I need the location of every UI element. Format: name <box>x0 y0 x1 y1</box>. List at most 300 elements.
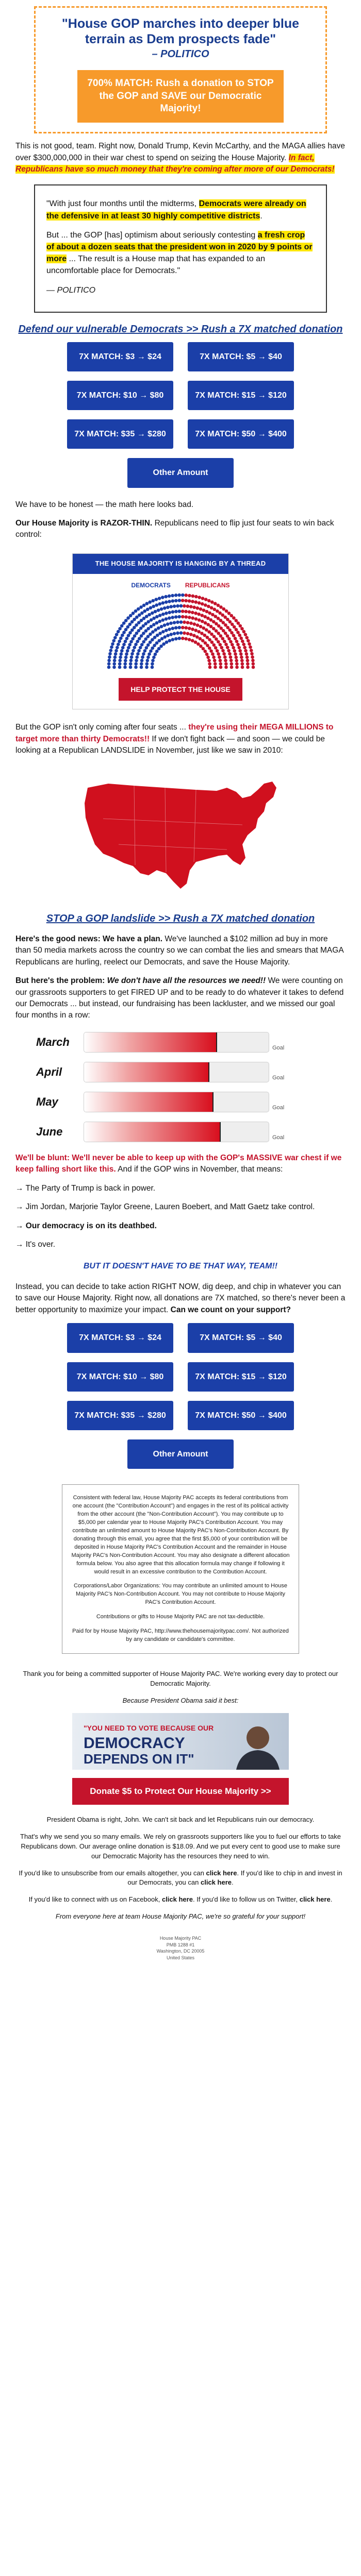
rep-seat <box>242 643 245 647</box>
dem-seat <box>169 622 173 625</box>
header-quote: "House GOP marches into deeper blue terrain as Dem prospects fade" <box>61 16 300 46</box>
rep-seat <box>244 649 248 653</box>
dem-seat <box>123 666 127 669</box>
dem-seat <box>124 640 127 643</box>
donate-10-button[interactable]: 7X MATCH: $10 → $80 <box>67 1362 173 1392</box>
donate-headline-link-1[interactable]: Defend our vulnerable Democrats >> Rush a 7X matched donation <box>18 323 343 335</box>
dem-seat <box>143 649 147 653</box>
dem-seat <box>142 632 145 635</box>
dem-seat <box>124 628 128 632</box>
footer-line: Washington, DC 20005 <box>156 1948 205 1954</box>
rep-seat <box>227 612 231 615</box>
rep-seat <box>212 643 216 647</box>
rep-seat <box>207 605 210 608</box>
problem-italic: We don't have all the resources we need!! <box>107 976 266 986</box>
rep-seat <box>208 612 211 615</box>
rep-seat <box>205 629 208 632</box>
quote-source: — POLITICO <box>46 285 96 295</box>
dem-seat <box>161 618 165 622</box>
house-seat-chart <box>83 592 279 669</box>
dem-seat <box>125 637 129 640</box>
rep-seat <box>234 637 237 640</box>
problem-paragraph <box>15 975 346 1022</box>
header-source: – POLITICO <box>152 48 209 60</box>
rep-seat <box>195 635 199 639</box>
dem-seat <box>122 621 126 625</box>
rep-seat <box>201 620 204 623</box>
dem-seat <box>140 643 144 647</box>
decide-bold: Can we count on your support? <box>170 1305 291 1314</box>
dem-seat <box>129 659 133 663</box>
rep-seat <box>206 623 210 626</box>
house-graphic-title: THE HOUSE MAJORITY IS HANGING BY A THREAD <box>73 554 288 574</box>
rep-seat <box>239 624 242 628</box>
dem-seat <box>158 639 161 642</box>
dem-seat <box>134 662 138 666</box>
month-row-april <box>36 1062 346 1082</box>
dem-seat <box>107 666 111 669</box>
dem-seat <box>147 652 151 656</box>
dem-seat <box>148 601 152 604</box>
rep-seat <box>243 646 247 650</box>
dem-seat <box>119 656 122 659</box>
rep-seat <box>229 659 233 663</box>
header-box <box>34 6 327 133</box>
quote-text: But ... the GOP [has] optimism about seriously contesting <box>46 230 256 240</box>
dem-seat <box>124 656 128 659</box>
rep-seat <box>230 666 234 669</box>
dem-seat <box>179 631 183 635</box>
rep-seat <box>220 646 224 650</box>
rep-seat <box>181 615 185 619</box>
rep-seat <box>194 595 198 599</box>
obama-quote-graphic <box>72 1713 289 1770</box>
social-text: . <box>330 1895 333 1904</box>
rep-seat <box>218 655 221 659</box>
us-map-shape <box>85 782 276 889</box>
dem-seat <box>121 646 125 650</box>
bullet-4: → It's over. <box>15 1240 56 1249</box>
dem-seat <box>157 608 160 612</box>
rep-seat <box>214 602 217 605</box>
rep-seat <box>191 617 194 620</box>
dem-seat <box>151 599 155 603</box>
rep-seat <box>215 637 218 641</box>
dem-seat <box>117 643 120 647</box>
dem-seat <box>124 659 127 663</box>
rep-seat <box>192 634 196 637</box>
donate-5-protect-button[interactable]: Donate $5 to Protect Our House Majority >> <box>72 1778 289 1805</box>
legal-disclaimer <box>62 1484 299 1654</box>
rep-seat <box>210 606 214 610</box>
dem-seat <box>160 625 163 629</box>
dem-seat <box>146 659 150 663</box>
rep-seat <box>201 597 205 600</box>
rep-seat <box>208 662 211 666</box>
rep-seat <box>240 627 244 631</box>
rep-seat <box>191 628 194 631</box>
rep-seat <box>232 646 235 650</box>
rep-seat <box>236 631 240 634</box>
dem-seat <box>171 638 175 641</box>
rep-seat <box>232 634 236 637</box>
dem-seat <box>168 628 171 631</box>
dem-seat <box>165 601 168 604</box>
blunt-text: And if the GOP wins in November, that means: <box>118 1165 283 1174</box>
rep-seat <box>223 655 227 659</box>
dem-seat <box>112 639 116 643</box>
quote-highlight: Democrats were already on the defensive in at least 30 highly competitive districts <box>46 199 306 221</box>
twitter-link[interactable]: click here <box>299 1895 331 1904</box>
unsubscribe-link[interactable]: click here <box>206 1869 237 1877</box>
rep-seat <box>251 659 255 663</box>
dem-seat <box>161 596 165 599</box>
dem-seat <box>168 595 171 598</box>
dem-seat <box>153 636 157 639</box>
obama-line-2: DEMOCRACY <box>84 1734 185 1752</box>
dem-seat <box>145 646 149 650</box>
closing-2: That's why we send you so many emails. We rely on grassroots supporters like you to fuel our efforts to take Republicans down. Our average online donation is $18.09. And we put every cent to good use to make sure our Democratic Majority has the resources they need to win. <box>20 1833 341 1860</box>
dem-seat <box>178 609 182 613</box>
dem-seat <box>166 606 170 609</box>
quote-highlight: a fresh crop of about a dozen seats that the president won in 2020 by 9 points or more <box>46 230 313 264</box>
rep-seat <box>198 618 201 622</box>
dem-seat <box>158 620 161 623</box>
obama-line-3: DEPENDS ON IT" <box>84 1751 194 1767</box>
dem-seat <box>118 666 122 669</box>
rep-seat <box>219 605 223 609</box>
rep-seat <box>236 643 240 647</box>
rep-seat <box>233 625 236 629</box>
help-protect-house-button[interactable]: HELP PROTECT THE HOUSE <box>119 678 242 701</box>
rep-seat <box>228 652 232 656</box>
progress-bar <box>84 1032 269 1053</box>
other-amount-button[interactable]: Other Amount <box>127 1439 234 1469</box>
progress-fill <box>84 1092 214 1112</box>
problem-bold: But here's the problem: <box>15 976 105 986</box>
intro-paragraph <box>15 141 346 175</box>
donate-50-button[interactable]: 7X MATCH: $50 → $400 <box>188 1401 294 1430</box>
dem-seat <box>129 662 133 666</box>
dem-seat <box>150 618 153 622</box>
rep-seat <box>245 636 249 640</box>
rep-seat <box>235 619 238 622</box>
rep-seat <box>223 640 226 643</box>
rep-seat <box>247 639 250 643</box>
donate-35-button[interactable]: 7X MATCH: $35 → $280 <box>67 1401 173 1430</box>
donate-headline-link-2[interactable]: STOP a GOP landslide >> Rush a 7X matched donation <box>46 912 315 924</box>
dem-seat <box>150 625 153 629</box>
dem-seat <box>177 626 181 630</box>
rep-seat <box>219 666 223 669</box>
bullet-3 <box>15 1221 346 1232</box>
bullet-1: → The Party of Trump is back in power. <box>15 1183 156 1193</box>
rep-seat <box>194 640 198 644</box>
dem-seat <box>152 656 156 659</box>
dem-seat <box>145 666 149 669</box>
honest-paragraph: We have to be honest — the math here looks bad. <box>15 500 194 509</box>
obama-head <box>247 1726 269 1749</box>
quote-text: "With just four months until the midterms, <box>46 199 197 209</box>
other-amount-button[interactable]: Other Amount <box>127 458 234 487</box>
rep-seat <box>240 659 244 663</box>
rep-seat <box>181 626 185 630</box>
rep-seat <box>186 621 190 624</box>
dem-seat <box>158 632 162 635</box>
dem-seat <box>142 640 145 644</box>
dem-seat <box>161 613 165 616</box>
goal-label: Goal <box>272 1044 285 1051</box>
dem-seat <box>151 666 154 669</box>
dem-seat <box>118 627 122 631</box>
dem-seat <box>160 637 164 641</box>
rep-seat <box>191 595 195 598</box>
dem-seat <box>136 640 139 643</box>
dem-seat <box>149 650 153 653</box>
rep-seat <box>196 606 200 610</box>
rep-seat <box>215 629 218 633</box>
rep-seat <box>214 646 218 650</box>
dem-seat <box>134 643 138 647</box>
rep-seat <box>206 656 210 659</box>
rep-seat <box>188 611 191 614</box>
dem-seat <box>133 646 137 650</box>
donate-15-button[interactable]: 7X MATCH: $15 → $120 <box>188 1362 294 1392</box>
dem-seat <box>135 659 138 663</box>
plan-paragraph <box>15 934 346 968</box>
dem-seat <box>165 617 168 621</box>
rep-seat <box>188 594 191 598</box>
thanks-paragraph: Thank you for being a committed supporter of House Majority PAC. We're working every day to protect our Democratic Majority. <box>23 1670 338 1687</box>
rep-seat <box>217 652 220 656</box>
rep-seat <box>208 647 211 650</box>
dem-seat <box>158 597 161 600</box>
rep-seat <box>217 640 220 644</box>
dem-seat <box>165 629 168 632</box>
dem-seat <box>155 603 158 607</box>
disclaimer-text: Consistent with federal law, House Majority PAC accepts its federal contributions from one account (the "Contribution Account") and engages in the rest of its political activity from the other account (the "Non-Contribution Account"). You may contribute up to $5,000 per calendar year to House Majority PAC's Contribution Account. You may contribute an unlimited amount to House Majority PAC's Non-Contribution Account. By donating through this email, you agree that the first $5,000 of your contribution will be deposited in House Majority PAC's Contribution Account and the remainder in House Majority PAC's Non-Contribution Account. You may also designate a different allocation formula below. You also agree that this allocation formula may change if following it would result in an excessive contribution to the Contribution Account. <box>71 1495 290 1575</box>
rep-seat <box>188 627 191 631</box>
rep-seat <box>183 632 186 635</box>
dem-seat <box>146 656 150 659</box>
rep-seat <box>235 656 238 659</box>
donate-3-button[interactable]: 7X MATCH: $3 → $24 <box>67 342 173 371</box>
dem-seat <box>146 620 150 624</box>
progress-fill <box>84 1122 221 1142</box>
goal-label: Goal <box>272 1074 285 1081</box>
rep-seat <box>230 631 234 635</box>
month-label: June <box>36 1125 63 1138</box>
dem-seat <box>139 646 142 650</box>
donate-10-button[interactable]: 7X MATCH: $10 → $80 <box>67 381 173 410</box>
rep-seat <box>181 599 185 602</box>
dem-seat <box>154 629 157 632</box>
unsub-text: . <box>232 1878 234 1887</box>
dem-seat <box>162 642 166 646</box>
obama-intro <box>15 1696 346 1706</box>
dem-seat <box>143 609 146 613</box>
rep-seat <box>181 637 185 640</box>
dem-seat <box>173 632 176 636</box>
dem-seat <box>174 626 178 630</box>
rep-seat <box>210 640 214 644</box>
intro-highlight: In fact, Republicans have so much money that they're coming after more of our Democrats! <box>15 153 335 174</box>
quote-text: . <box>260 211 262 221</box>
dem-seat <box>127 646 130 650</box>
rep-seat <box>199 625 203 629</box>
rep-seat <box>194 617 198 621</box>
dem-seat <box>151 647 154 650</box>
rep-seat <box>235 666 239 669</box>
rep-seat <box>196 623 200 627</box>
dem-seat <box>134 609 138 613</box>
month-row-may <box>36 1092 346 1112</box>
dem-seat <box>112 666 116 669</box>
rep-seat <box>210 601 214 604</box>
rep-seat <box>252 662 255 666</box>
dem-seat <box>129 614 133 618</box>
rep-seat <box>194 601 198 604</box>
dem-seat <box>130 652 134 656</box>
rep-seat <box>234 652 237 656</box>
invest-link[interactable]: click here <box>201 1878 232 1887</box>
gop-more-text-2: If we don't fight back — and soon — we could be looking at a Republican LANDSLIDE in November, just like we saw in 2010: <box>15 734 325 755</box>
rep-seat <box>213 659 217 663</box>
progress-bar <box>84 1092 269 1112</box>
razor-paragraph <box>15 518 346 541</box>
dem-seat <box>140 659 144 663</box>
rep-seat <box>211 613 215 617</box>
rep-seat <box>208 666 212 669</box>
rep-seat <box>240 656 243 659</box>
rep-seat <box>188 599 191 603</box>
dem-legend: DEMOCRATS <box>131 581 171 589</box>
dem-seat <box>164 595 168 599</box>
facebook-link[interactable]: click here <box>161 1895 193 1904</box>
unsub-text: If you'd like to unsubscribe from our emails altogether, you can <box>19 1869 204 1877</box>
donate-50-button[interactable]: 7X MATCH: $50 → $400 <box>188 419 294 449</box>
rep-seat <box>233 649 237 653</box>
rep-seat <box>193 622 196 626</box>
dem-seat <box>111 642 114 646</box>
disclaimer-text: Contributions or gifts to House Majority PAC are not tax-deductible. <box>96 1614 265 1620</box>
dem-seat <box>116 646 119 650</box>
month-row-june <box>36 1122 346 1142</box>
rep-seat <box>204 621 207 625</box>
dem-seat <box>165 612 168 615</box>
problem-text: We were counting on our grassroots supporters to get FIRED UP and to be ready to do whatever it takes to defend our Democrats ... but instead, our fundraising has been lackluster, and we missed our goal four months in a row: <box>15 976 344 1020</box>
rep-seat <box>245 652 249 656</box>
decide-text: Instead, you can decide to take action RIGHT NOW, dig deep, and chip in whatever you can to save our House Majority. Right now, all donations are 7X matched, so there's never been a better opportunity to maximize your impact. <box>15 1282 346 1314</box>
rep-seat <box>200 632 204 635</box>
rep-seat <box>214 666 217 669</box>
razor-bold: Our House Majority is RAZOR-THIN. <box>15 519 153 528</box>
donate-5-button[interactable]: 7X MATCH: $5 → $40 <box>188 342 294 371</box>
dem-seat <box>171 599 175 603</box>
footer-line: United States <box>166 1955 195 1960</box>
blunt-red: We'll be blunt: We'll never be able to keep up with the GOP's MASSIVE war chest if we keep falling short like this. <box>15 1153 342 1174</box>
donate-15-button[interactable]: 7X MATCH: $15 → $120 <box>188 381 294 410</box>
rep-seat <box>181 609 185 613</box>
rep-seat <box>221 649 225 653</box>
dem-seat <box>155 615 159 619</box>
footer-line: PMB 1288 #1 <box>166 1942 195 1947</box>
dem-seat <box>165 640 169 644</box>
rep-seat <box>225 609 228 613</box>
gop-more-paragraph <box>15 722 346 756</box>
dem-seat <box>113 656 117 659</box>
dem-seat <box>146 608 150 612</box>
monthly-goals-chart <box>36 1032 346 1142</box>
dem-seat <box>157 626 160 630</box>
rep-seat <box>227 637 231 641</box>
rep-seat <box>229 640 233 643</box>
month-row-march <box>36 1032 346 1053</box>
dem-seat <box>151 612 154 615</box>
rep-seat <box>232 616 236 620</box>
rep-seat <box>202 608 206 612</box>
dem-seat <box>181 594 185 597</box>
donate-35-button[interactable]: 7X MATCH: $35 → $280 <box>67 419 173 449</box>
rep-seat <box>244 633 248 637</box>
rep-seat <box>222 652 226 656</box>
dem-seat <box>173 605 176 608</box>
plan-text: We've launched a $102 million ad buy in more than 50 media markets across the country so we can combat the lies and smears that MAGA Republicans are hurling, reelect our Democrats, and save the House Majority. <box>15 934 343 967</box>
dem-seat <box>174 637 178 641</box>
dem-seat <box>114 649 118 653</box>
closing-1: President Obama is right, John. We can't sit back and let Republicans ruin our democracy. <box>46 1816 315 1824</box>
rep-seat <box>194 629 198 632</box>
rep-seat <box>248 642 251 646</box>
signoff <box>15 1912 346 1922</box>
donate-3-button[interactable]: 7X MATCH: $3 → $24 <box>67 1323 173 1352</box>
rep-seat <box>238 649 242 653</box>
donation-button-grid-2 <box>15 1323 346 1430</box>
rep-seat <box>204 650 207 653</box>
rep-seat <box>238 634 241 637</box>
dem-seat <box>139 605 143 609</box>
rep-seat <box>191 611 194 615</box>
rep-seat <box>205 653 209 656</box>
dem-seat <box>115 633 119 637</box>
dem-seat <box>146 627 150 631</box>
rep-seat <box>246 662 250 666</box>
dem-seat <box>171 616 174 619</box>
dem-seat <box>154 610 157 614</box>
dem-seat <box>129 666 133 669</box>
rep-seat <box>246 666 250 669</box>
rep-seat <box>221 637 225 640</box>
rep-seat <box>212 656 216 659</box>
dem-seat <box>145 615 149 618</box>
dem-seat <box>132 649 135 653</box>
rep-seat <box>188 638 191 641</box>
rep-seat <box>251 655 254 659</box>
rep-seat <box>185 594 188 597</box>
donate-5-button[interactable]: 7X MATCH: $5 → $40 <box>188 1323 294 1352</box>
rep-seat <box>241 640 244 643</box>
header-cta-button[interactable]: 700% MATCH: Rush a donation to STOP the GOP and SAVE our Democratic Majority! <box>77 70 284 123</box>
rep-seat <box>224 662 228 666</box>
rep-seat <box>245 656 249 659</box>
dem-seat <box>124 619 128 622</box>
dem-seat <box>119 637 123 640</box>
rep-seat <box>199 637 202 641</box>
rep-seat <box>185 615 188 619</box>
rep-seat <box>219 643 222 647</box>
dem-seat <box>168 639 172 642</box>
dem-seat <box>174 610 178 614</box>
